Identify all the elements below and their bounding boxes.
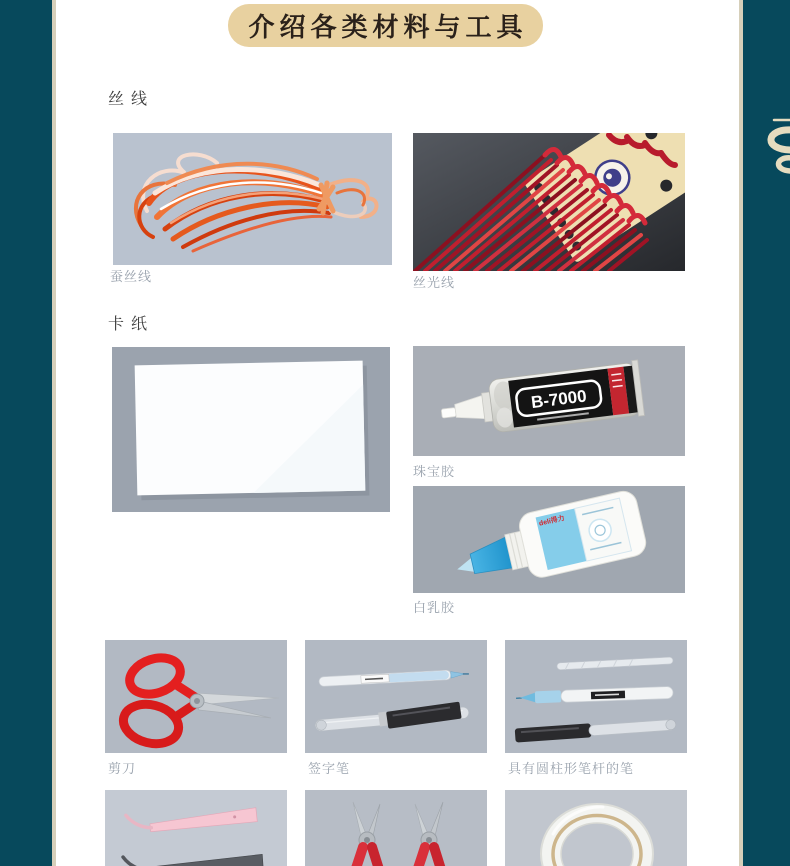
silk-thread-illustration [113, 133, 392, 265]
caption-mercerized-thread: 丝光线 [413, 275, 456, 290]
deli-brand-text: deli得力 [538, 515, 566, 528]
photo-silkworm-silk-thread [113, 133, 392, 265]
cylindrical-pens-illustration [505, 640, 687, 753]
tape-roll-illustration [505, 790, 687, 866]
photo-tweezers [105, 790, 287, 866]
pliers-illustration [305, 790, 487, 866]
cardstock-illustration [112, 347, 390, 512]
photo-tape-roll [505, 790, 687, 866]
caption-silkworm-thread: 蚕丝线 [110, 269, 153, 284]
left-cream-border [52, 0, 56, 866]
section-heading-cardstock: 卡纸 [108, 316, 155, 333]
caption-white-glue: 白乳胶 [413, 600, 456, 615]
photo-signing-pens [305, 640, 487, 753]
page-title-text: 介绍各类材料与工具 [248, 13, 528, 42]
photo-mercerized-thread [413, 133, 685, 271]
caption-signing-pen: 签字笔 [308, 761, 351, 776]
photo-scissors [105, 640, 287, 753]
scissors-illustration [105, 640, 287, 753]
photo-cylindrical-pens [505, 640, 687, 753]
white-glue-illustration [413, 486, 685, 593]
caption-cylindrical-pen: 具有圆柱形笔杆的笔 [508, 761, 635, 776]
photo-pliers [305, 790, 487, 866]
section-heading-silk-thread: 丝线 [108, 91, 155, 108]
page-title [228, 4, 543, 47]
photo-white-glue [413, 486, 685, 593]
caption-jewelry-glue: 珠宝胶 [413, 464, 456, 479]
left-teal-band [0, 0, 52, 866]
photo-jewelry-glue [413, 346, 685, 456]
photo-cardstock [112, 347, 390, 512]
cloud-motif-icon [746, 114, 790, 176]
b7000-label-text: B-7000 [530, 386, 588, 413]
b7000-illustration [413, 346, 685, 456]
pens-illustration [305, 640, 487, 753]
tweezers-illustration [105, 790, 287, 866]
mercerized-thread-illustration [413, 133, 685, 271]
caption-scissors: 剪刀 [108, 761, 137, 776]
